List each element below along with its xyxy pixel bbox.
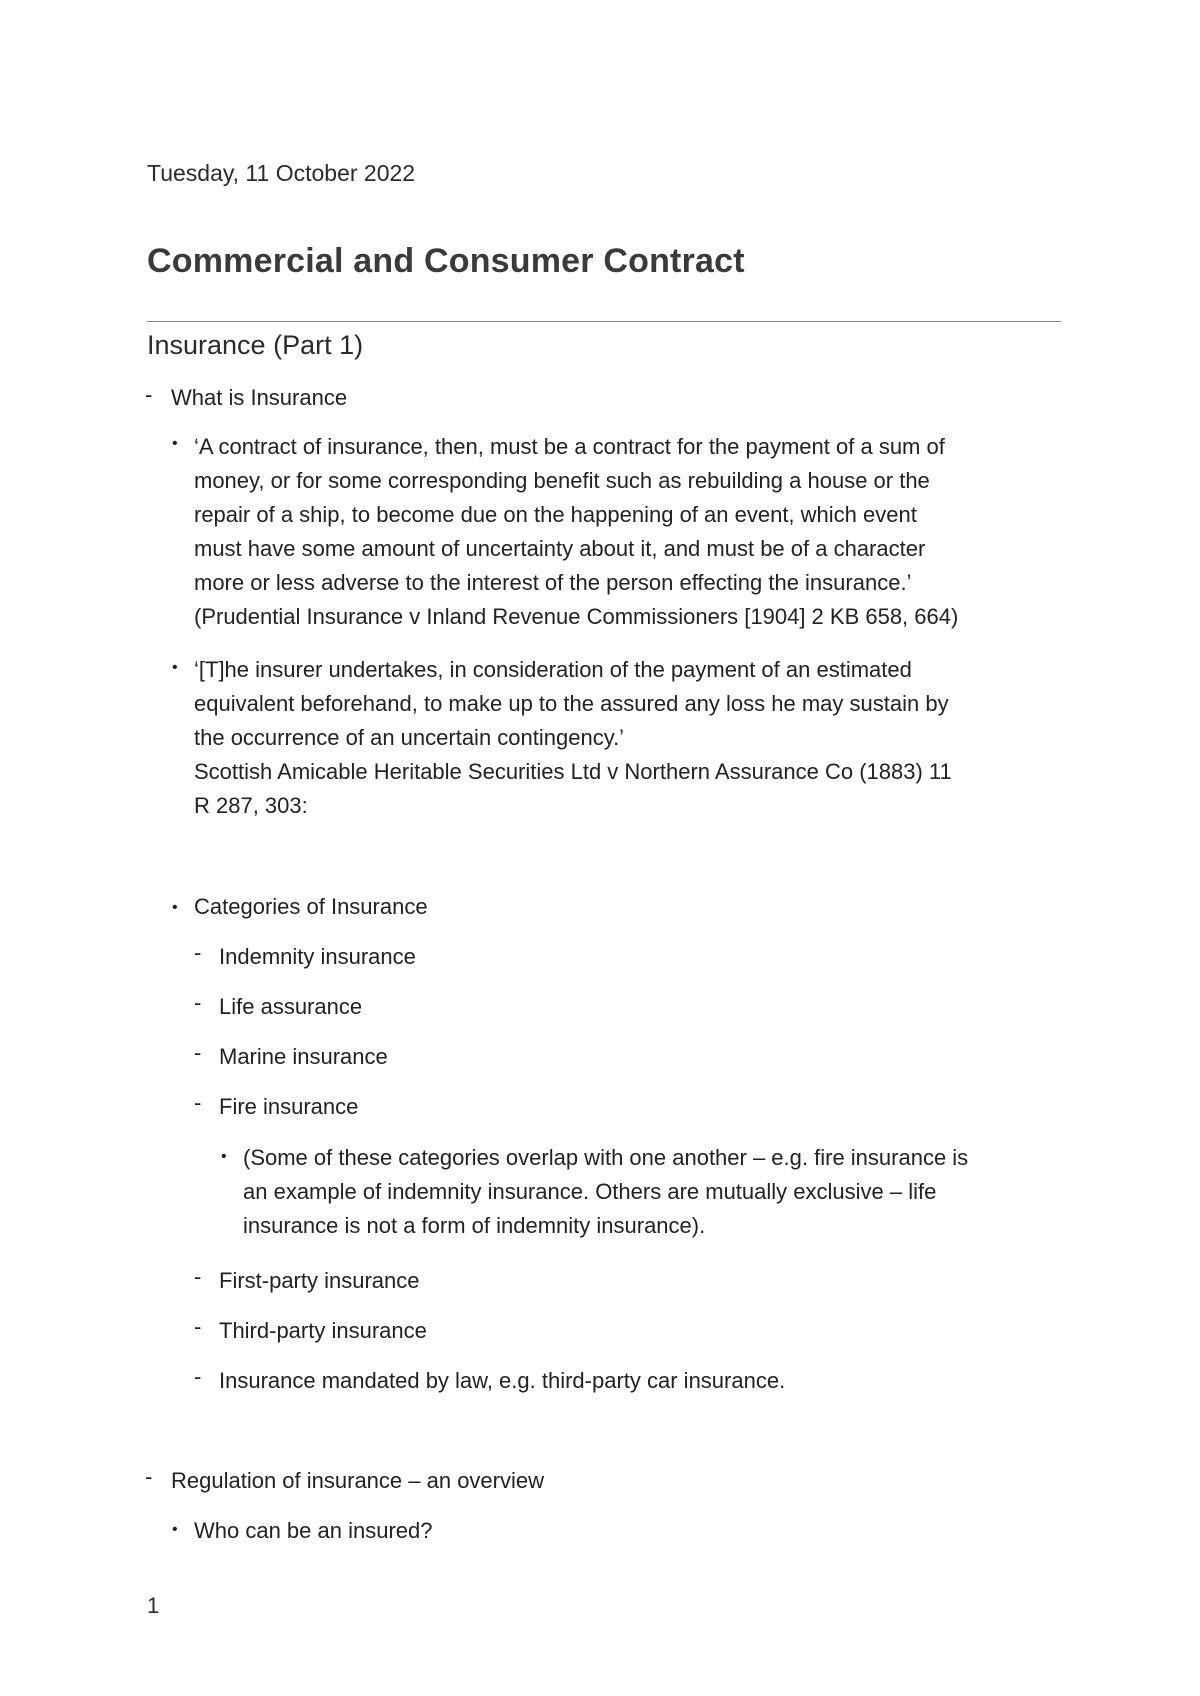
quote-line: repair of a ship, to become due on the happening of an event, which event (194, 502, 917, 527)
list-item-what-is-insurance: What is Insurance (171, 385, 348, 410)
section-heading: Insurance (Part 1) (147, 330, 364, 360)
category-item: Marine insurance (219, 1044, 388, 1069)
dash-bullet: - (145, 382, 153, 407)
page-number: 1 (147, 1593, 160, 1618)
quote-scottish-amicable (194, 653, 952, 823)
dash-bullet: - (145, 1464, 153, 1489)
title-divider (147, 321, 1061, 322)
quote-line: must have some amount of uncertainty about it, and must be of a character (194, 536, 926, 561)
category-item: Fire insurance (219, 1094, 359, 1119)
list-item-who-can-be-insured: Who can be an insured? (194, 1518, 433, 1543)
note-line: insurance is not a form of indemnity insurance). (243, 1213, 706, 1238)
quote-line: equivalent beforehand, to make up to the assured any loss he may sustain by (194, 691, 949, 716)
note-line: an example of indemnity insurance. Others are mutually exclusive – life (243, 1179, 937, 1204)
note-line: (Some of these categories overlap with one another – e.g. fire insurance is (243, 1145, 969, 1170)
category-item: Third-party insurance (219, 1318, 427, 1343)
list-item-categories: Categories of Insurance (194, 894, 428, 919)
quote-prudential (194, 430, 958, 634)
category-note (243, 1141, 968, 1243)
dash-bullet: - (194, 1040, 202, 1065)
quote-line: R 287, 303: (194, 793, 308, 818)
quote-line: ‘[T]he insurer undertakes, in consideration of the payment of an estimated (194, 657, 912, 682)
quote-line: the occurrence of an uncertain contingency.’ (194, 725, 625, 750)
dash-bullet: - (194, 1364, 202, 1389)
dot-bullet: • (221, 1148, 227, 1165)
quote-line: ‘A contract of insurance, then, must be a contract for the payment of a sum of (194, 434, 945, 459)
dash-bullet: - (194, 1314, 202, 1339)
dot-bullet: • (172, 659, 178, 676)
dash-bullet: - (194, 1264, 202, 1289)
dot-bullet: • (172, 1521, 178, 1538)
quote-line: money, or for some corresponding benefit such as rebuilding a house or the (194, 468, 930, 493)
quote-line: (Prudential Insurance v Inland Revenue Commissioners [1904] 2 KB 658, 664) (194, 604, 959, 629)
dot-bullet: • (172, 899, 178, 916)
category-item: Insurance mandated by law, e.g. third-party car insurance. (219, 1368, 786, 1393)
category-item: Life assurance (219, 994, 363, 1019)
dash-bullet: - (194, 940, 202, 965)
dash-bullet: - (194, 1090, 202, 1115)
quote-line: more or less adverse to the interest of the person effecting the insurance.’ (194, 570, 912, 595)
quote-line: Scottish Amicable Heritable Securities Ltd v Northern Assurance Co (1883) 11 (194, 759, 952, 784)
category-item: Indemnity insurance (219, 944, 416, 969)
document-title: Commercial and Consumer Contract (147, 242, 745, 280)
document-date: Tuesday, 11 October 2022 (147, 160, 416, 186)
dot-bullet: • (172, 435, 178, 452)
category-item: First-party insurance (219, 1268, 420, 1293)
dash-bullet: - (194, 990, 202, 1015)
list-item-regulation: Regulation of insurance – an overview (171, 1468, 545, 1493)
